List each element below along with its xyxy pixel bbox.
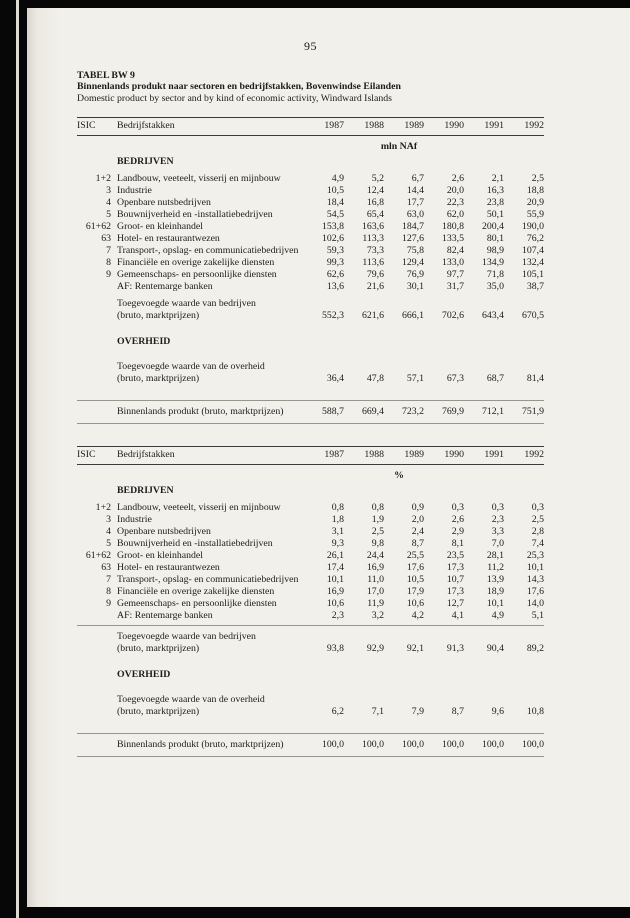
value-cell: 134,9 xyxy=(481,257,504,269)
table-heading-block xyxy=(77,70,544,104)
value-cell: 20,9 xyxy=(526,197,544,209)
value-cell: 723,2 xyxy=(401,406,424,418)
value-cell: 1,8 xyxy=(331,514,344,526)
isic-cell: 1+2 xyxy=(95,502,111,514)
unit-label: % xyxy=(394,470,404,482)
value-cell: 14,3 xyxy=(526,574,544,586)
data-row xyxy=(77,562,544,574)
value-cell: 90,4 xyxy=(486,643,504,655)
value-cell: 769,9 xyxy=(441,406,464,418)
label-cell: Industrie xyxy=(117,185,152,197)
label-cell: (bruto, marktprijzen) xyxy=(117,373,200,385)
value-cell: 184,7 xyxy=(401,221,424,233)
value-cell: 11,0 xyxy=(367,574,384,586)
label-cell: Gemeenschaps- en persoonlijke diensten xyxy=(117,269,277,281)
label-cell: Toegevoegde waarde van de overheid xyxy=(117,694,265,706)
overheid-label-row xyxy=(77,361,544,373)
value-cell: 712,1 xyxy=(481,406,504,418)
isic-cell: 9 xyxy=(106,598,111,610)
data-row xyxy=(77,526,544,538)
value-cell: 1989 xyxy=(404,449,424,461)
label-cell: Groot- en kleinhandel xyxy=(117,550,203,562)
value-cell: 12,4 xyxy=(366,185,384,197)
isic-cell: 7 xyxy=(106,574,111,586)
value-cell: 133,0 xyxy=(441,257,464,269)
isic-cell xyxy=(77,739,111,751)
value-cell: 100,0 xyxy=(321,739,344,751)
label-cell: Financiële en overige zakelijke diensten xyxy=(117,586,275,598)
value-cell: 17,6 xyxy=(526,586,544,598)
value-cell: 3,3 xyxy=(491,526,504,538)
value-cell: 1990 xyxy=(444,120,464,132)
section-heading-bedrijven: BEDRIJVEN xyxy=(117,485,174,497)
value-cell: 17,4 xyxy=(326,562,344,574)
label-cell: AF: Rentemarge banken xyxy=(117,281,213,293)
value-cell: 13,6 xyxy=(326,281,344,293)
value-cell: 55,9 xyxy=(526,209,544,221)
value-cell: 133,5 xyxy=(441,233,464,245)
table-header-row xyxy=(77,118,544,135)
label-cell: Toegevoegde waarde van de overheid xyxy=(117,361,265,373)
isic-cell: 63 xyxy=(101,562,111,574)
isic-cell: 8 xyxy=(106,257,111,269)
value-cell: 63,0 xyxy=(406,209,424,221)
value-cell: 91,3 xyxy=(446,643,464,655)
label-cell: Binnenlands produkt (bruto, marktprijzen) xyxy=(117,739,284,751)
value-cell: 16,9 xyxy=(326,586,344,598)
value-cell: 9,3 xyxy=(331,538,344,550)
page-number: 95 xyxy=(304,39,317,53)
isic-cell xyxy=(77,310,111,322)
value-cell: 2,9 xyxy=(451,526,464,538)
value-cell: 11,9 xyxy=(367,598,384,610)
label-cell: Hotel- en restaurantwezen xyxy=(117,233,220,245)
value-cell: 76,9 xyxy=(406,269,424,281)
isic-cell: 61+62 xyxy=(85,550,111,562)
value-cell: 1987 xyxy=(324,120,344,132)
isic-cell: 61+62 xyxy=(85,221,111,233)
data-row xyxy=(77,574,544,586)
data-row xyxy=(77,502,544,514)
value-cell: 6,2 xyxy=(331,706,344,718)
table-title-dutch: Binnenlands produkt naar sectoren en bedrijfstakken, Bovenwindse Eilanden xyxy=(77,81,401,93)
value-cell: 11,2 xyxy=(487,562,504,574)
data-row xyxy=(77,538,544,550)
isic-cell xyxy=(77,406,111,418)
isic-cell: 4 xyxy=(106,526,111,538)
isic-cell xyxy=(77,298,111,310)
isic-cell xyxy=(77,643,111,655)
overheid-value-row xyxy=(77,706,544,718)
value-cell: 16,8 xyxy=(366,197,384,209)
data-row xyxy=(77,281,544,293)
value-cell: 92,9 xyxy=(366,643,384,655)
label-cell: Bedrijfstakken xyxy=(117,449,175,461)
value-cell: 73,3 xyxy=(366,245,384,257)
value-cell: 7,4 xyxy=(531,538,544,550)
table-header-row xyxy=(77,447,544,464)
value-cell: 1,9 xyxy=(371,514,384,526)
value-cell: 2,8 xyxy=(531,526,544,538)
label-cell: Binnenlands produkt (bruto, marktprijzen) xyxy=(117,406,284,418)
value-cell: 1988 xyxy=(364,449,384,461)
value-cell: 2,5 xyxy=(371,526,384,538)
document-page xyxy=(27,8,630,907)
value-cell: 82,4 xyxy=(446,245,464,257)
value-cell: 127,6 xyxy=(401,233,424,245)
isic-cell: 3 xyxy=(106,185,111,197)
table-mln-naf xyxy=(77,117,544,424)
table-percent xyxy=(77,446,544,757)
value-cell: 81,4 xyxy=(526,373,544,385)
value-cell: 12,7 xyxy=(446,598,464,610)
unit-label: mln NAf xyxy=(380,141,418,153)
value-cell: 10,5 xyxy=(326,185,344,197)
value-cell: 9,8 xyxy=(371,538,384,550)
isic-cell: 63 xyxy=(101,233,111,245)
value-cell: 25,3 xyxy=(526,550,544,562)
value-cell: 1991 xyxy=(484,120,504,132)
value-cell: 97,7 xyxy=(446,269,464,281)
value-cell: 5,1 xyxy=(531,610,544,622)
value-cell: 23,5 xyxy=(446,550,464,562)
value-cell: 17,0 xyxy=(366,586,384,598)
value-cell: 588,7 xyxy=(321,406,344,418)
section-heading-overheid: OVERHEID xyxy=(117,336,171,348)
value-cell: 1988 xyxy=(364,120,384,132)
value-cell: 0,8 xyxy=(371,502,384,514)
value-cell: 7,0 xyxy=(491,538,504,550)
value-cell: 1991 xyxy=(484,449,504,461)
value-cell: 35,0 xyxy=(486,281,504,293)
value-cell: 669,4 xyxy=(361,406,384,418)
value-cell: 4,9 xyxy=(491,610,504,622)
value-cell: 2,1 xyxy=(491,173,504,185)
value-cell: 93,8 xyxy=(326,643,344,655)
value-cell: 0,3 xyxy=(531,502,544,514)
subtotal-rule xyxy=(77,625,544,626)
subtotal-label-row xyxy=(77,298,544,310)
isic-cell: ISIC xyxy=(77,120,96,132)
value-cell: 643,4 xyxy=(481,310,504,322)
isic-cell: ISIC xyxy=(77,449,96,461)
label-cell: Landbouw, veeteelt, visserij en mijnbouw xyxy=(117,502,281,514)
value-cell: 68,7 xyxy=(486,373,504,385)
data-row xyxy=(77,233,544,245)
value-cell: 113,6 xyxy=(362,257,384,269)
value-cell: 47,8 xyxy=(366,373,384,385)
isic-cell xyxy=(77,610,111,622)
value-cell: 2,4 xyxy=(411,526,424,538)
subtotal-label-row xyxy=(77,631,544,643)
value-cell: 8,7 xyxy=(451,706,464,718)
grand-total-row xyxy=(77,734,544,756)
isic-cell: 8 xyxy=(106,586,111,598)
data-row xyxy=(77,197,544,209)
value-cell: 1987 xyxy=(324,449,344,461)
value-cell: 99,3 xyxy=(326,257,344,269)
value-cell: 129,4 xyxy=(401,257,424,269)
data-row xyxy=(77,257,544,269)
isic-cell xyxy=(77,706,111,718)
value-cell: 76,2 xyxy=(526,233,544,245)
value-cell: 0,8 xyxy=(331,502,344,514)
section-heading-overheid: OVERHEID xyxy=(117,669,171,681)
value-cell: 200,4 xyxy=(481,221,504,233)
value-cell: 8,1 xyxy=(451,538,464,550)
value-cell: 26,1 xyxy=(326,550,344,562)
label-cell: Groot- en kleinhandel xyxy=(117,221,203,233)
isic-cell xyxy=(77,631,111,643)
value-cell: 107,4 xyxy=(521,245,544,257)
page-content xyxy=(77,8,544,757)
value-cell: 751,9 xyxy=(521,406,544,418)
value-cell: 31,7 xyxy=(446,281,464,293)
value-cell: 71,8 xyxy=(486,269,504,281)
value-cell: 4,9 xyxy=(331,173,344,185)
value-cell: 3,1 xyxy=(331,526,344,538)
value-cell: 54,5 xyxy=(326,209,344,221)
overheid-value-row xyxy=(77,373,544,385)
subtotal-value-row xyxy=(77,643,544,655)
isic-cell xyxy=(77,361,111,373)
value-cell: 552,3 xyxy=(321,310,344,322)
label-cell: Transport-, opslag- en communicatiebedrijven xyxy=(117,245,299,257)
value-cell: 59,3 xyxy=(326,245,344,257)
data-row xyxy=(77,598,544,610)
value-cell: 2,5 xyxy=(531,514,544,526)
value-cell: 10,7 xyxy=(446,574,464,586)
value-cell: 10,1 xyxy=(326,574,344,586)
table-header-bottom-rule xyxy=(77,464,544,465)
value-cell: 2,0 xyxy=(411,514,424,526)
value-cell: 100,0 xyxy=(361,739,384,751)
value-cell: 2,6 xyxy=(451,514,464,526)
value-cell: 105,1 xyxy=(521,269,544,281)
value-cell: 10,1 xyxy=(526,562,544,574)
label-cell: Transport-, opslag- en communicatiebedrijven xyxy=(117,574,299,586)
value-cell: 14,0 xyxy=(526,598,544,610)
value-cell: 23,8 xyxy=(486,197,504,209)
data-row xyxy=(77,269,544,281)
value-cell: 21,6 xyxy=(366,281,384,293)
value-cell: 7,9 xyxy=(411,706,424,718)
value-cell: 17,3 xyxy=(446,586,464,598)
value-cell: 25,5 xyxy=(406,550,424,562)
isic-cell: 1+2 xyxy=(95,173,111,185)
value-cell: 98,9 xyxy=(486,245,504,257)
value-cell: 0,3 xyxy=(491,502,504,514)
label-cell: Toegevoegde waarde van bedrijven xyxy=(117,631,256,643)
subtotal-value-row xyxy=(77,310,544,322)
value-cell: 4,1 xyxy=(451,610,464,622)
value-cell: 100,0 xyxy=(401,739,424,751)
value-cell: 100,0 xyxy=(441,739,464,751)
tables-host xyxy=(77,117,544,757)
overheid-label-row xyxy=(77,694,544,706)
label-cell: AF: Rentemarge banken xyxy=(117,610,213,622)
isic-cell: 3 xyxy=(106,514,111,526)
value-cell: 62,0 xyxy=(446,209,464,221)
value-cell: 92,1 xyxy=(406,643,424,655)
value-cell: 17,6 xyxy=(406,562,424,574)
value-cell: 20,0 xyxy=(446,185,464,197)
value-cell: 6,7 xyxy=(411,173,424,185)
label-cell: Industrie xyxy=(117,514,152,526)
value-cell: 113,3 xyxy=(362,233,384,245)
value-cell: 30,1 xyxy=(406,281,424,293)
isic-cell: 4 xyxy=(106,197,111,209)
value-cell: 10,5 xyxy=(406,574,424,586)
label-cell: Financiële en overige zakelijke diensten xyxy=(117,257,275,269)
value-cell: 75,8 xyxy=(406,245,424,257)
value-cell: 24,4 xyxy=(366,550,384,562)
value-cell: 65,4 xyxy=(366,209,384,221)
isic-cell: 7 xyxy=(106,245,111,257)
value-cell: 0,9 xyxy=(411,502,424,514)
value-cell: 10,8 xyxy=(526,706,544,718)
label-cell: Hotel- en restaurantwezen xyxy=(117,562,220,574)
data-row xyxy=(77,550,544,562)
grand-total-block xyxy=(77,733,544,757)
table-header-bottom-rule xyxy=(77,135,544,136)
value-cell: 100,0 xyxy=(521,739,544,751)
data-row xyxy=(77,586,544,598)
section-heading-bedrijven: BEDRIJVEN xyxy=(117,156,174,168)
value-cell: 16,9 xyxy=(366,562,384,574)
value-cell: 57,1 xyxy=(406,373,424,385)
value-cell: 4,2 xyxy=(411,610,424,622)
isic-cell: 5 xyxy=(106,538,111,550)
value-cell: 1989 xyxy=(404,120,424,132)
value-cell: 0,3 xyxy=(451,502,464,514)
value-cell: 163,6 xyxy=(361,221,384,233)
value-cell: 10,6 xyxy=(406,598,424,610)
grand-total-row xyxy=(77,401,544,423)
data-row xyxy=(77,185,544,197)
value-cell: 10,1 xyxy=(486,598,504,610)
isic-cell xyxy=(77,694,111,706)
data-row xyxy=(77,173,544,185)
data-row xyxy=(77,245,544,257)
value-cell: 17,9 xyxy=(406,586,424,598)
value-cell: 190,0 xyxy=(521,221,544,233)
value-cell: 17,7 xyxy=(406,197,424,209)
table-code: TABEL BW 9 xyxy=(77,70,135,81)
label-cell: (bruto, marktprijzen) xyxy=(117,706,200,718)
value-cell: 8,7 xyxy=(411,538,424,550)
label-cell: Bouwnijverheid en -installatiebedrijven xyxy=(117,209,273,221)
data-row xyxy=(77,221,544,233)
value-cell: 16,3 xyxy=(486,185,504,197)
value-cell: 1992 xyxy=(524,120,544,132)
label-cell: Openbare nutsbedrijven xyxy=(117,526,211,538)
label-cell: (bruto, marktprijzen) xyxy=(117,310,200,322)
isic-cell: 5 xyxy=(106,209,111,221)
grand-total-bottom-rule xyxy=(77,423,544,424)
label-cell: Toegevoegde waarde van bedrijven xyxy=(117,298,256,310)
value-cell: 621,6 xyxy=(361,310,384,322)
data-row xyxy=(77,514,544,526)
value-cell: 102,6 xyxy=(321,233,344,245)
label-cell: Bouwnijverheid en -installatiebedrijven xyxy=(117,538,273,550)
value-cell: 1992 xyxy=(524,449,544,461)
data-row xyxy=(77,610,544,622)
value-cell: 2,5 xyxy=(531,173,544,185)
value-cell: 2,3 xyxy=(491,514,504,526)
value-cell: 36,4 xyxy=(326,373,344,385)
value-cell: 5,2 xyxy=(371,173,384,185)
value-cell: 180,8 xyxy=(441,221,464,233)
value-cell: 17,3 xyxy=(446,562,464,574)
value-cell: 18,8 xyxy=(526,185,544,197)
label-cell: Openbare nutsbedrijven xyxy=(117,197,211,209)
value-cell: 14,4 xyxy=(406,185,424,197)
label-cell: Landbouw, veeteelt, visserij en mijnbouw xyxy=(117,173,281,185)
value-cell: 100,0 xyxy=(481,739,504,751)
value-cell: 666,1 xyxy=(401,310,424,322)
value-cell: 38,7 xyxy=(526,281,544,293)
value-cell: 67,3 xyxy=(446,373,464,385)
value-cell: 80,1 xyxy=(486,233,504,245)
isic-cell: 9 xyxy=(106,269,111,281)
value-cell: 79,6 xyxy=(366,269,384,281)
grand-total-bottom-rule xyxy=(77,756,544,757)
value-cell: 7,1 xyxy=(371,706,384,718)
value-cell: 10,6 xyxy=(326,598,344,610)
label-cell: (bruto, marktprijzen) xyxy=(117,643,200,655)
value-cell: 3,2 xyxy=(371,610,384,622)
value-cell: 18,9 xyxy=(486,586,504,598)
value-cell: 13,9 xyxy=(486,574,504,586)
value-cell: 670,5 xyxy=(521,310,544,322)
value-cell: 28,1 xyxy=(486,550,504,562)
value-cell: 9,6 xyxy=(491,706,504,718)
value-cell: 702,6 xyxy=(441,310,464,322)
value-cell: 2,3 xyxy=(331,610,344,622)
value-cell: 2,6 xyxy=(451,173,464,185)
value-cell: 18,4 xyxy=(326,197,344,209)
label-cell: Bedrijfstakken xyxy=(117,120,175,132)
value-cell: 153,8 xyxy=(321,221,344,233)
value-cell: 50,1 xyxy=(486,209,504,221)
value-cell: 62,6 xyxy=(326,269,344,281)
value-cell: 1990 xyxy=(444,449,464,461)
isic-cell xyxy=(77,281,111,293)
value-cell: 22,3 xyxy=(446,197,464,209)
table-title-english: Domestic product by sector and by kind of economic activity, Windward Islands xyxy=(77,92,392,104)
value-cell: 89,2 xyxy=(526,643,544,655)
book-spine-edge xyxy=(16,0,19,918)
data-row xyxy=(77,209,544,221)
isic-cell xyxy=(77,373,111,385)
label-cell: Gemeenschaps- en persoonlijke diensten xyxy=(117,598,277,610)
value-cell: 132,4 xyxy=(521,257,544,269)
grand-total-block xyxy=(77,400,544,424)
